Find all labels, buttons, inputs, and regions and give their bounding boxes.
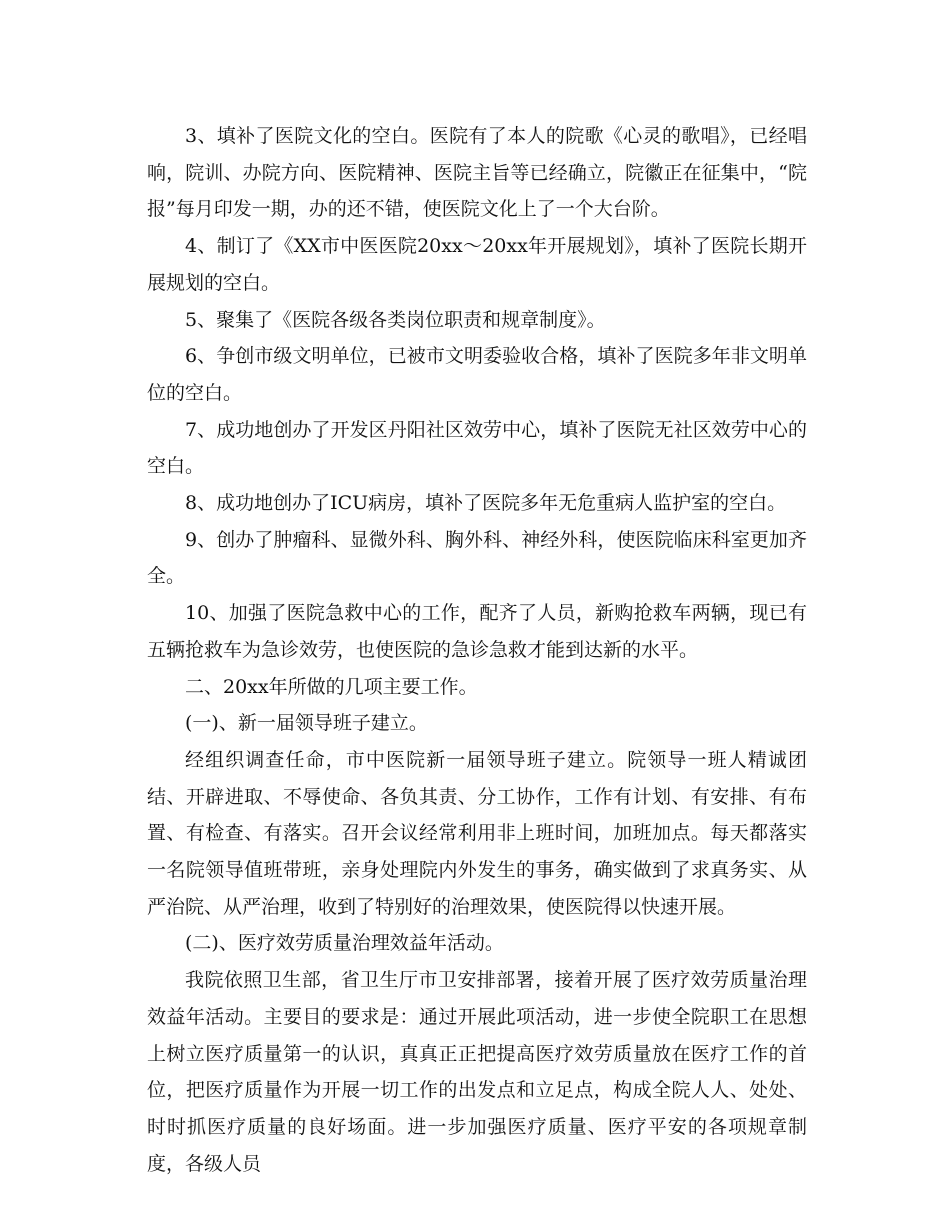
paragraph-item-10: 10、加强了医院急救中心的工作，配齐了人员，新购抢救车两辆，现已有五辆抢救车为急诊效劳，也使医院的急诊急救才能到达新的水平。 [147, 602, 807, 661]
paragraph-item-6: 6、争创市级文明单位，已被市文明委验收合格，填补了医院多年非文明单位的空白。 [147, 345, 807, 404]
paragraph-item-7: 7、成功地创办了开发区丹阳社区效劳中心，填补了医院无社区效劳中心的空白。 [147, 418, 807, 478]
body-paragraph-quality: 我院依照卫生部，省卫生厅市卫安排部署，接着开展了医疗效劳质量治理效益年活动。主要目的要求是：通过开展此项活动，进一步使全院职工在思想上树立医疗质量第一的认识，真真正正把提高医疗效劳质量放在医疗工作的首位，把医疗质量作为开展一切工作的出发点和立足点，构成全院人人、处处、时时抓医疗质量的良好场面。进一步加强医疗质量、医疗平安的各项规章制度，各级人员 [147, 969, 807, 1175]
paragraph-item-3: 3、填补了医院文化的空白。医院有了本人的院歌《心灵的歌唱》，已经唱响，院训、办院方向、医院精神、医院主旨等已经确立，院徽正在征集中，“院报”每月印发一期，办的还不错，使医院文化上了一个大台阶。 [147, 125, 807, 221]
paragraph-item-4: 4、制订了《XX市中医医院20xx～20xx年开展规划》，填补了医院长期开展规划的空白。 [147, 235, 807, 294]
paragraph-item-9: 9、创办了肿瘤科、显微外科、胸外科、神经外科，使医院临床科室更加齐全。 [147, 528, 807, 588]
document-body [147, 118, 807, 1182]
section-heading-2: 二、20xx年所做的几项主要工作。 [185, 675, 478, 698]
paragraph-item-5: 5、聚集了《医院各级各类岗位职责和规章制度》。 [185, 308, 606, 331]
subsection-heading-2: (二)、医疗效劳质量治理效益年活动。 [185, 932, 504, 955]
subsection-heading-1: (一)、新一届领导班子建立。 [185, 712, 428, 735]
body-paragraph-leadership: 经组织调查任命，市中医院新一届领导班子建立。院领导一班人精诚团结、开辟进取、不辱使命、各负其责、分工协作，工作有计划、有安排、有布置、有检查、有落实。召开会议经常利用非上班时间，加班加点。每天都落实一名院领导值班带班，亲身处理院内外发生的事务，确实做到了求真务实、从严治院、从严治理，收到了特别好的治理效果，使医院得以快速开展。 [147, 748, 807, 918]
paragraph-item-8: 8、成功地创办了ICU病房，填补了医院多年无危重病人监护室的空白。 [185, 492, 787, 515]
